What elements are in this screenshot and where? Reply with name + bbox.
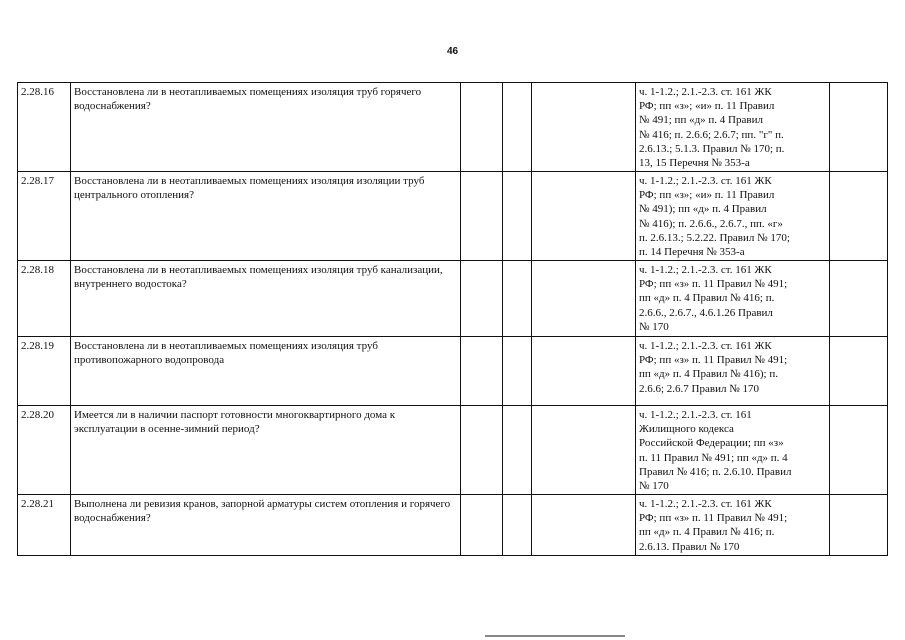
note-cell[interactable] <box>830 337 888 406</box>
answer-yes-cell[interactable] <box>461 83 503 172</box>
answer-not-applicable-cell[interactable] <box>532 495 636 556</box>
table-row <box>18 83 888 172</box>
answer-not-applicable-cell[interactable] <box>532 337 636 406</box>
answer-yes-cell[interactable] <box>461 406 503 495</box>
table-row <box>18 261 888 337</box>
answer-not-applicable-cell[interactable] <box>532 172 636 261</box>
answer-not-applicable-cell[interactable] <box>532 261 636 337</box>
note-cell[interactable] <box>830 261 888 337</box>
note-cell[interactable] <box>830 495 888 556</box>
answer-no-cell[interactable] <box>503 172 532 261</box>
answer-yes-cell[interactable] <box>461 495 503 556</box>
legal-reference: ч. 1-1.2.; 2.1.-2.3. ст. 161 Жилищного кодекса Российской Федерации; пп «з» п. 11 Правил № 491; пп «д» п. 4 Правил № 416; п. 2.6.10. Правил № 170 <box>636 406 830 495</box>
question-text: Восстановлена ли в неотапливаемых помещениях изоляция труб канализации, внутреннего водостока? <box>71 261 461 337</box>
legal-reference: ч. 1-1.2.; 2.1.-2.3. ст. 161 ЖК РФ; пп «з» п. 11 Правил № 491; пп «д» п. 4 Правил № 416); п. 2.6.6; 2.6.7 Правил № 170 <box>636 337 830 406</box>
answer-not-applicable-cell[interactable] <box>532 406 636 495</box>
answer-no-cell[interactable] <box>503 261 532 337</box>
legal-reference: ч. 1-1.2.; 2.1.-2.3. ст. 161 ЖК РФ; пп «з» п. 11 Правил № 491; пп «д» п. 4 Правил № 416; п. 2.6.13. Правил № 170 <box>636 495 830 556</box>
footer-divider <box>485 635 625 637</box>
item-number: 2.28.19 <box>18 337 71 406</box>
table-row <box>18 406 888 495</box>
item-number: 2.28.20 <box>18 406 71 495</box>
page-number: 46 <box>446 46 459 57</box>
answer-not-applicable-cell[interactable] <box>532 83 636 172</box>
answer-yes-cell[interactable] <box>461 172 503 261</box>
legal-reference: ч. 1-1.2.; 2.1.-2.3. ст. 161 ЖК РФ; пп «з»; «и» п. 11 Правил № 491; пп «д» п. 4 Правил № 416; п. 2.6.6; 2.6.7; пп. "г" п. 2.6.13.; 5.1.3. Правил № 170; п. 13, 15 Перечня № 353-а <box>636 83 830 172</box>
answer-no-cell[interactable] <box>503 337 532 406</box>
answer-yes-cell[interactable] <box>461 261 503 337</box>
table-row <box>18 337 888 406</box>
item-number: 2.28.16 <box>18 83 71 172</box>
table-row <box>18 495 888 556</box>
checklist-table <box>17 82 888 556</box>
question-text: Восстановлена ли в неотапливаемых помещениях изоляция изоляции труб центрального отопления? <box>71 172 461 261</box>
table-row <box>18 172 888 261</box>
legal-reference: ч. 1-1.2.; 2.1.-2.3. ст. 161 ЖК РФ; пп «з» п. 11 Правил № 491; пп «д» п. 4 Правил № 416; п. 2.6.6., 2.6.7., 4.6.1.26 Правил № 170 <box>636 261 830 337</box>
answer-no-cell[interactable] <box>503 495 532 556</box>
answer-no-cell[interactable] <box>503 406 532 495</box>
question-text: Восстановлена ли в неотапливаемых помещениях изоляция труб противопожарного водопровода <box>71 337 461 406</box>
note-cell[interactable] <box>830 83 888 172</box>
question-text: Выполнена ли ревизия кранов, запорной арматуры систем отопления и горячего водоснабжения? <box>71 495 461 556</box>
note-cell[interactable] <box>830 172 888 261</box>
item-number: 2.28.18 <box>18 261 71 337</box>
question-text: Восстановлена ли в неотапливаемых помещениях изоляция труб горячего водоснабжения? <box>71 83 461 172</box>
question-text: Имеется ли в наличии паспорт готовности многоквартирного дома к эксплуатации в осенне-зимний период? <box>71 406 461 495</box>
item-number: 2.28.21 <box>18 495 71 556</box>
answer-no-cell[interactable] <box>503 83 532 172</box>
legal-reference: ч. 1-1.2.; 2.1.-2.3. ст. 161 ЖК РФ; пп «з»; «и» п. 11 Правил № 491); пп «д» п. 4 Правил № 416); п. 2.6.6., 2.6.7., пп. «г» п. 2.6.13.; 5.2.22. Правил № 170; п. 14 Перечня № 353-а <box>636 172 830 261</box>
note-cell[interactable] <box>830 406 888 495</box>
answer-yes-cell[interactable] <box>461 337 503 406</box>
item-number: 2.28.17 <box>18 172 71 261</box>
